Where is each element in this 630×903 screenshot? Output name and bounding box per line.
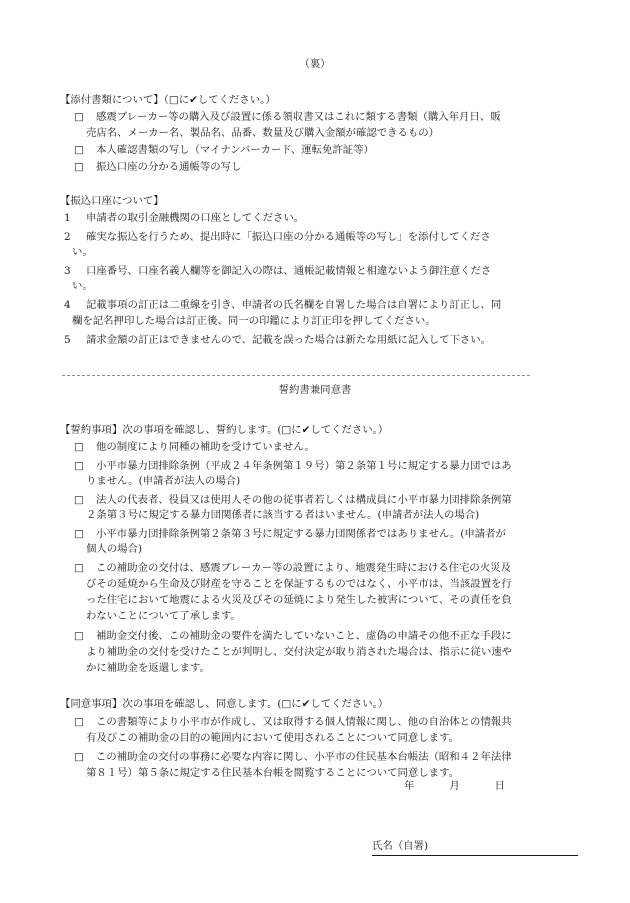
pledge-text: りません。(申請者が法人の場合) (86, 475, 241, 487)
checkbox[interactable]: □ (74, 751, 84, 763)
checkbox[interactable]: □ (74, 144, 84, 156)
attachment-text: 感震ブレーカー等の購入及び設置に係る領収書又はこれに類する書類（購入年月日、販 (96, 111, 501, 123)
transfer-text: 請求金額の訂正はできませんので、記載を誤った場合は新たな用紙に記入して下さい。 (86, 334, 492, 346)
pledge-heading: 【誓約事項】次の事項を確認し、誓約します。(□に✔してください。） (60, 424, 389, 436)
list-number: 1 (64, 212, 71, 224)
pledge-text: この補助金の交付は、感震ブレーカー等の設置により、地震発生時における住宅の火災及 (96, 562, 511, 574)
pledge-text: より補助金の交付を受けたことが判明し、交付決定が取り消された場合は、指示に従い速や (86, 646, 513, 658)
pledge-text: ２条第３号に規定する暴力団関係者に該当する者はいません。(申請者が法人の場合) (86, 509, 480, 521)
pledge-text: 法人の代表者、役員又は使用人その他の従事者若しくは構成員に小平市暴力団排除条例第 (96, 494, 512, 506)
page-side-label: （裏） (299, 58, 331, 70)
attachment-text: 振込口座の分かる通帳等の写し (96, 161, 242, 173)
list-number: 4 (64, 299, 71, 311)
pledge-text: 個人の場合) (86, 543, 143, 555)
transfer-text: 記載事項の訂正は二重線を引き、申請者の氏名欄を自署した場合は自署により訂正し、同 (86, 299, 502, 311)
transfer-text: 確実な振込を行うため、提出時に「振込口座の分かる通帳等の写し」を添付してくださ (86, 231, 491, 243)
attachment-text: 本人確認書類の写し（マイナンバーカード、運転免許証等） (96, 144, 374, 156)
checkbox[interactable]: □ (74, 716, 84, 728)
signature-label: 氏名（自署) (372, 840, 429, 852)
pledge-text: 補助金交付後、この補助金の要件を満たしていないこと、虚偽の申請その他不正な手段に (96, 630, 512, 642)
checkbox[interactable]: □ (74, 494, 84, 506)
consent-text: 第８１号）第５条に規定する住民基本台帳を閲覧することについて同意します。 (86, 767, 460, 779)
pledge-text: 小平市暴力団排除条例（平成２４年条例第１９号）第２条第１号に規定する暴力団ではあ (96, 460, 512, 472)
signature-field[interactable] (372, 839, 578, 856)
pledge-text: 他の制度により同種の補助を受けていません。 (96, 441, 315, 453)
list-number: 3 (64, 265, 71, 277)
checkbox[interactable]: □ (74, 111, 84, 123)
checkbox[interactable]: □ (74, 460, 84, 472)
pledge-text: った住宅において地震による火災及びその延焼により発生した被害について、その責任を負 (86, 594, 512, 606)
date-day: 日 (494, 780, 506, 792)
transfer-text: 口座番号、口座名義人欄等を御記入の際は、通帳記載情報と相違ないよう御注意くださ (86, 265, 492, 277)
pledge-title: 誓約書兼同意書 (278, 384, 352, 396)
pledge-text: 小平市暴力団排除条例第２条第３号に規定する暴力団関係者ではありません。(申請者が (96, 528, 506, 540)
transfer-text: い。 (72, 246, 93, 258)
transfer-heading: 【振込口座について】 (60, 195, 164, 207)
date-year: 年 (404, 780, 415, 792)
checkbox[interactable]: □ (74, 161, 84, 173)
pledge-text: わないことについて了承します。 (86, 610, 241, 622)
pledge-text: かに補助金を返還します。 (86, 662, 210, 674)
consent-heading: 【同意事項】次の事項を確認し、同意します。(□に✔してください。） (60, 698, 389, 710)
consent-text: 有及びこの補助金の目的の範囲内において使用されることについて同意します。 (86, 732, 460, 744)
transfer-text: 申請者の取引金融機関の口座としてください。 (86, 212, 305, 224)
consent-text: この補助金の交付の事務に必要な内容に関し、小平市の住民基本台帳法（昭和４２年法律 (96, 751, 512, 763)
transfer-text: 欄を記名押印した場合は訂正後、同一の印鑑により訂正印を押してください。 (72, 315, 436, 327)
checkbox[interactable]: □ (74, 562, 84, 574)
list-number: 5 (64, 334, 71, 346)
date-line[interactable] (404, 779, 524, 794)
consent-text: この書類等により小平市が作成し、又は取得する個人情報に関し、他の自治体との情報共 (96, 716, 512, 728)
pledge-text: びその延焼から生命及び財産を守ることを保証するものではなく、小平市は、当該設置を行 (86, 578, 512, 590)
section-divider (62, 375, 530, 376)
checkbox[interactable]: □ (74, 528, 84, 540)
attachment-text: 売店名、メーカー名、製品名、品番、数量及び購入金額が確認できるもの） (86, 127, 440, 139)
date-month: 月 (449, 780, 460, 792)
transfer-text: い。 (72, 280, 93, 292)
checkbox[interactable]: □ (74, 441, 84, 453)
list-number: 2 (64, 231, 71, 243)
attachments-heading: 【添付書類について】（□に✔してください。） (60, 94, 276, 106)
checkbox[interactable]: □ (74, 630, 84, 642)
